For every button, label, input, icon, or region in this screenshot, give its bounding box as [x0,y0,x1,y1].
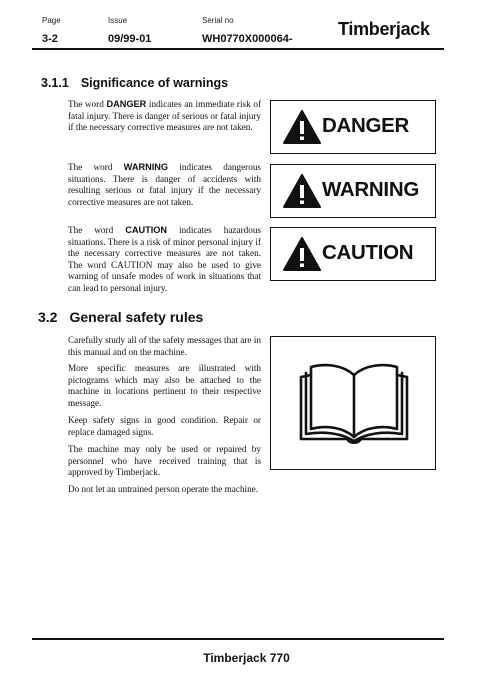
section-32-heading [38,309,203,325]
safety-paragraph-2: More specific measures are illustrated with pictograms which may also be attached to the machine in locations pertinent to their respective message. [68,363,261,408]
warning-sign-text: WARNING [322,178,419,201]
caution-sign-text: CAUTION [322,241,414,264]
open-book-icon [297,359,411,449]
section-32-title: General safety rules [69,309,204,325]
issue-value: 09/99-01 [108,33,152,45]
page-number: 3-2 [42,33,58,45]
exclamation-triangle-icon [283,110,321,144]
caution-text: indicates hazardous situations. There is a risk of minor personal injury if the necessary corrective measures are not taken. The word CAUTION may also be used to give warning of unsafe modes of work in situations that can lead to personal injury. [68,225,261,293]
danger-keyword: DANGER [106,99,147,109]
footer-model: Timberjack 770 [203,651,290,665]
caution-paragraph [68,225,261,295]
safety-paragraph-4: The machine may only be used or repaired by personnel who have received training that is approved by Timberjack. [68,444,261,478]
exclamation-triangle-icon [283,174,321,208]
section-311-heading [41,76,228,90]
manual-pictogram [270,336,436,470]
warning-lead: The word [68,162,124,172]
safety-paragraph-3: Keep safety signs in good condition. Repair or replace damaged signs. [68,415,261,437]
safety-paragraph-5: Do not let an untrained person operate the machine. [68,484,259,494]
danger-text: indicates an immediate risk of fatal injury. There is danger of serious or fatal injury if the necessary corrective measures are not taken. [68,99,262,133]
section-311-number: 3.1.1 [41,76,69,90]
warning-sign [270,164,436,218]
danger-sign [270,100,436,154]
warning-text: indicates dangerous situations. There is danger of accidents with resulting serious or fatal injury if the necessary corrective measures are not taken. [68,162,261,207]
footer-divider [32,638,444,640]
serial-value: WH0770X000064- [202,33,293,45]
danger-sign-text: DANGER [322,114,410,137]
warning-paragraph [68,162,261,208]
serial-label: Serial no [202,16,234,25]
header-divider [32,48,444,50]
section-311-title: Significance of warnings [80,76,229,90]
safety-paragraph-1: Carefully study all of the safety messages that are in this manual and on the machine. [68,335,261,357]
danger-paragraph [68,99,261,134]
warning-keyword: WARNING [123,162,169,172]
section-32-number: 3.2 [38,309,58,325]
brand-logo-text: Timberjack [338,19,430,39]
caution-sign [270,227,436,281]
caution-keyword: CAUTION [125,225,168,235]
exclamation-triangle-icon [283,237,321,271]
caution-lead: The word [68,225,126,235]
danger-lead: The word [68,99,107,109]
issue-label: Issue [108,16,128,25]
page-label: Page [42,16,61,25]
